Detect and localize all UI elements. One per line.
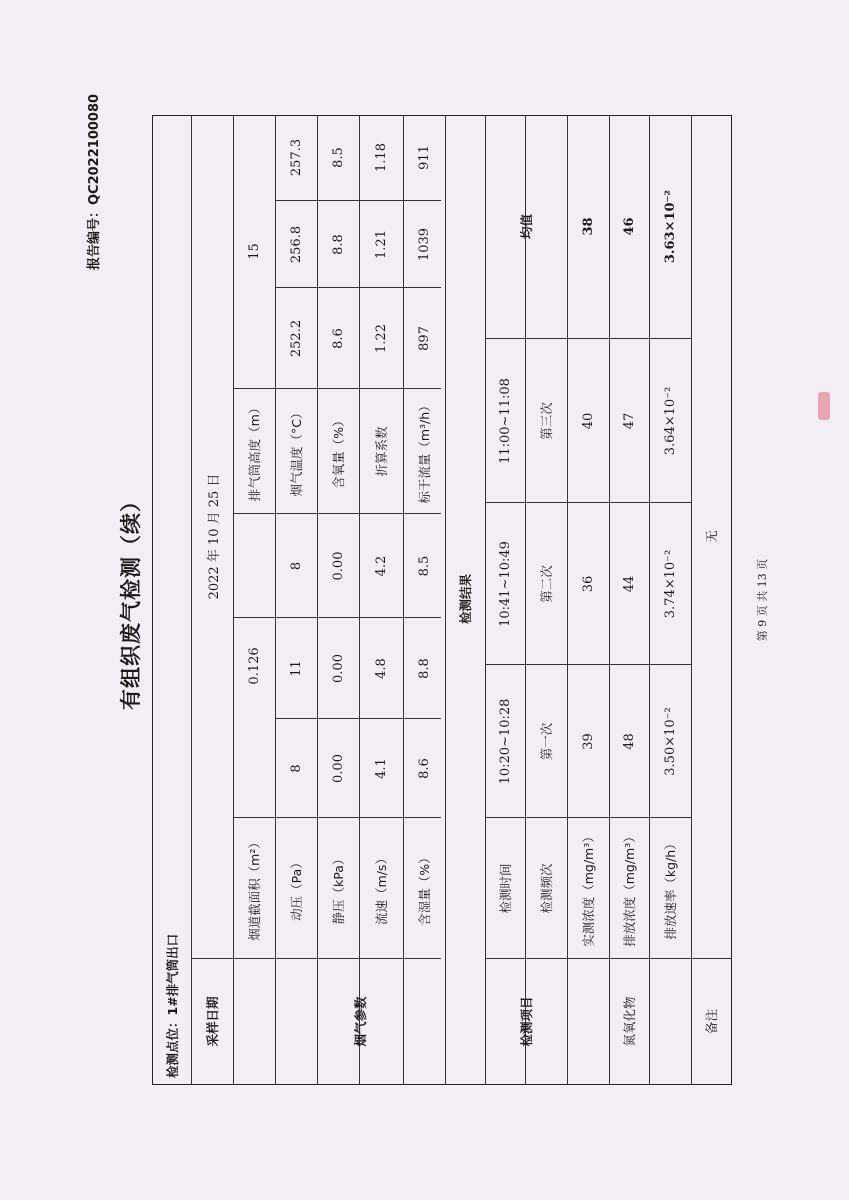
flue-param-label: 动压（Pa） bbox=[289, 856, 304, 921]
flue-param-label: 含氧量（%） bbox=[331, 414, 346, 489]
flue-param-value: 4.1 bbox=[373, 758, 389, 779]
flue-area-label: 烟道截面积（m²） bbox=[247, 836, 262, 941]
emission-rate-value: 3.74×10⁻² bbox=[662, 549, 678, 619]
emission-concentration-average: 46 bbox=[621, 217, 637, 236]
remarks-value: 无 bbox=[704, 530, 719, 543]
flue-param-value: 4.2 bbox=[373, 555, 389, 577]
flue-param-value: 911 bbox=[416, 145, 432, 170]
flue-param-value: 8.6 bbox=[330, 328, 346, 349]
frequency-value: 第二次 bbox=[539, 565, 554, 603]
emission-concentration-value: 48 bbox=[621, 733, 637, 750]
frequency-value: 第一次 bbox=[539, 722, 554, 761]
measured-concentration-label: 实测浓度（mg/m³） bbox=[581, 830, 596, 947]
flue-param-value: 257.3 bbox=[288, 138, 304, 177]
stack-height-label: 排气筒高度（m） bbox=[247, 401, 262, 502]
flue-param-value: 1039 bbox=[416, 227, 432, 262]
measured-concentration-value: 39 bbox=[580, 733, 596, 750]
flue-param-value: 8.6 bbox=[416, 758, 432, 779]
flue-param-value: 1.18 bbox=[373, 143, 389, 172]
report-number: 报告编号：QC2022100080 bbox=[87, 93, 102, 270]
flue-param-value: 1.22 bbox=[373, 324, 389, 353]
emission-rate-label: 排放速率（kg/h） bbox=[663, 837, 678, 940]
flue-param-value: 8.5 bbox=[416, 555, 432, 577]
flue-param-value: 256.8 bbox=[288, 225, 304, 264]
stack-height-value: 15 bbox=[246, 243, 262, 260]
time-value: 10:41~10:49 bbox=[497, 541, 513, 627]
flue-param-label: 折算系数 bbox=[374, 426, 389, 477]
location-label: 检测点位：1#排气筒出口 bbox=[165, 933, 180, 1078]
flue-param-value: 8 bbox=[288, 764, 304, 773]
flue-param-value: 8 bbox=[288, 561, 304, 571]
emission-concentration-value: 47 bbox=[621, 412, 637, 430]
flue-param-label: 标干流量（m³/h） bbox=[417, 399, 432, 504]
remarks-label: 备注 bbox=[704, 1009, 719, 1035]
flue-param-label: 流速（m/s） bbox=[374, 852, 389, 925]
flue-param-label: 烟气温度（°C） bbox=[289, 406, 304, 497]
seal-stamp-fragment bbox=[818, 392, 830, 420]
time-value: 10:20~10:28 bbox=[497, 698, 513, 785]
measured-concentration-value: 40 bbox=[580, 412, 596, 430]
sampling-date-label: 采样日期 bbox=[205, 996, 220, 1047]
flue-param-value: 1.21 bbox=[373, 230, 389, 259]
measured-concentration-value: 36 bbox=[580, 575, 596, 593]
results-section-title: 检测结果 bbox=[458, 574, 473, 625]
sampling-date-value: 2022 年 10 月 25 日 bbox=[206, 473, 222, 600]
pollutant-label: 氮氧化物 bbox=[622, 996, 637, 1047]
flue-param-value: 4.8 bbox=[373, 658, 389, 679]
page-title: 有组织废气检测（续） bbox=[118, 490, 143, 710]
flue-param-value: 11 bbox=[288, 660, 304, 677]
flue-param-label: 静压（kPa） bbox=[331, 852, 346, 925]
emission-rate-value: 3.64×10⁻² bbox=[662, 386, 678, 456]
time-value: 11:00~11:08 bbox=[497, 378, 513, 464]
flue-area-value: 0.126 bbox=[246, 647, 262, 685]
emission-rate-average: 3.63×10⁻² bbox=[662, 189, 678, 264]
flue-param-value: 0.00 bbox=[330, 754, 346, 783]
flue-param-value: 0.00 bbox=[330, 551, 346, 581]
project-label: 检测项目 bbox=[519, 996, 534, 1047]
emission-concentration-label: 排放浓度（mg/m³） bbox=[622, 830, 637, 947]
emission-concentration-value: 44 bbox=[621, 575, 637, 593]
average-header: 均值 bbox=[519, 214, 534, 240]
measured-concentration-average: 38 bbox=[580, 217, 596, 236]
frequency-value: 第三次 bbox=[539, 402, 554, 440]
flue-param-value: 8.8 bbox=[330, 234, 346, 255]
flue-param-value: 8.5 bbox=[330, 147, 346, 168]
flue-param-value: 252.2 bbox=[288, 319, 304, 358]
flue-param-value: 0.00 bbox=[330, 654, 346, 683]
flue-param-value: 8.8 bbox=[416, 658, 432, 679]
time-label: 检测时间 bbox=[498, 863, 513, 914]
flue-gas-group-label: 烟气参数 bbox=[353, 996, 368, 1047]
page-footer: 第 9 页 共 13 页 bbox=[756, 558, 769, 642]
flue-param-label: 含湿量（%） bbox=[417, 851, 432, 926]
frequency-label: 检测频次 bbox=[539, 863, 554, 914]
detection-table bbox=[152, 115, 732, 1085]
emission-rate-value: 3.50×10⁻² bbox=[662, 707, 678, 776]
flue-param-value: 897 bbox=[416, 326, 432, 351]
